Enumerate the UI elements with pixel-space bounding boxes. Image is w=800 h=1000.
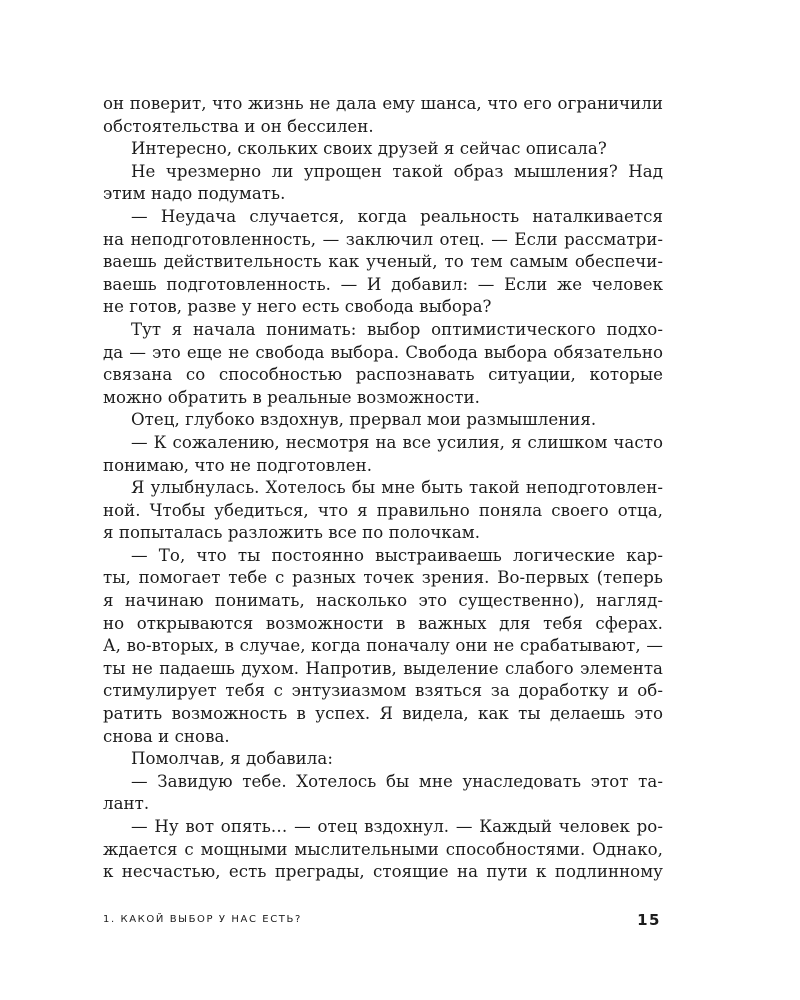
text-line: обстоятельства и он бессилен. bbox=[103, 116, 374, 136]
page-footer bbox=[103, 911, 663, 931]
text-line: — То, что ты постоянно выстраиваешь логические кар- bbox=[131, 545, 663, 565]
text-line: он поверит, что жизнь не дала ему шанса, что его ограничили bbox=[103, 94, 663, 113]
text-line: Отец, глубоко вздохнув, прервал мои размышления. bbox=[131, 410, 597, 430]
text-line: Помолчав, я добавила: bbox=[131, 749, 333, 769]
text-line: но открываются возможности в важных для тебя сферах. bbox=[103, 613, 663, 633]
text-line: — Неудача случается, когда реальность наталкивается bbox=[131, 206, 663, 226]
text-line: на неподготовленность, — заключил отец. — Если рассматри- bbox=[103, 229, 663, 249]
text-line: этим надо подумать. bbox=[103, 184, 286, 204]
text-line: да — это еще не свобода выбора. Свобода выбора обязательно bbox=[103, 342, 663, 362]
running-footer-chapter: 1. КАКОЙ ВЫБОР У НАС ЕСТЬ? bbox=[103, 914, 302, 925]
text-line: не готов, разве у него есть свобода выбора? bbox=[103, 297, 492, 317]
text-line: лант. bbox=[103, 794, 150, 814]
text-line: ратить возможность в успех. Я видела, как ты делаешь это bbox=[103, 704, 663, 724]
text-line: снова и снова. bbox=[103, 726, 230, 746]
text-line: я попыталась разложить все по полочкам. bbox=[103, 523, 481, 543]
text-line: Интересно, скольких своих друзей я сейчас описала? bbox=[131, 139, 607, 159]
body-text bbox=[103, 93, 663, 884]
text-line: Я улыбнулась. Хотелось бы мне быть такой неподготовлен- bbox=[131, 478, 663, 498]
text-line: — Завидую тебе. Хотелось бы мне унаследовать этот та- bbox=[131, 771, 663, 791]
text-line: к несчастью, есть преграды, стоящие на пути к подлинному bbox=[103, 862, 663, 882]
text-line: ной. Чтобы убедиться, что я правильно поняла своего отца, bbox=[103, 500, 663, 520]
text-line: ты не падаешь духом. Напротив, выделение слабого элемента bbox=[103, 658, 663, 678]
text-line: Не чрезмерно ли упрощен такой образ мышления? Над bbox=[131, 161, 663, 181]
page-number: 15 bbox=[637, 911, 661, 929]
text-line: я начинаю понимать, насколько это существенно), нагляд- bbox=[103, 591, 663, 611]
text-line: ваешь действительность как ученый, то тем самым обеспечи- bbox=[103, 252, 663, 272]
text-line: можно обратить в реальные возможности. bbox=[103, 387, 480, 407]
text-line: ваешь подготовленность. — И добавил: — Если же человек bbox=[103, 274, 663, 294]
text-line: ты, помогает тебе с разных точек зрения. Во-первых (теперь bbox=[103, 568, 663, 588]
text-line: связана со способностью распознавать ситуации, которые bbox=[103, 365, 663, 385]
text-line: Тут я начала понимать: выбор оптимистического подхо- bbox=[131, 319, 663, 339]
text-line: стимулирует тебя с энтузиазмом взяться за доработку и об- bbox=[103, 681, 663, 701]
text-line: понимаю, что не подготовлен. bbox=[103, 455, 373, 475]
text-line: — К сожалению, несмотря на все усилия, я слишком часто bbox=[131, 432, 663, 452]
text-line: ждается с мощными мыслительными способностями. Однако, bbox=[103, 839, 663, 859]
text-line: — Ну вот опять… — отец вздохнул. — Каждый человек ро- bbox=[131, 817, 663, 836]
text-line: А, во-вторых, в случае, когда поначалу они не срабатывают, — bbox=[103, 636, 663, 656]
